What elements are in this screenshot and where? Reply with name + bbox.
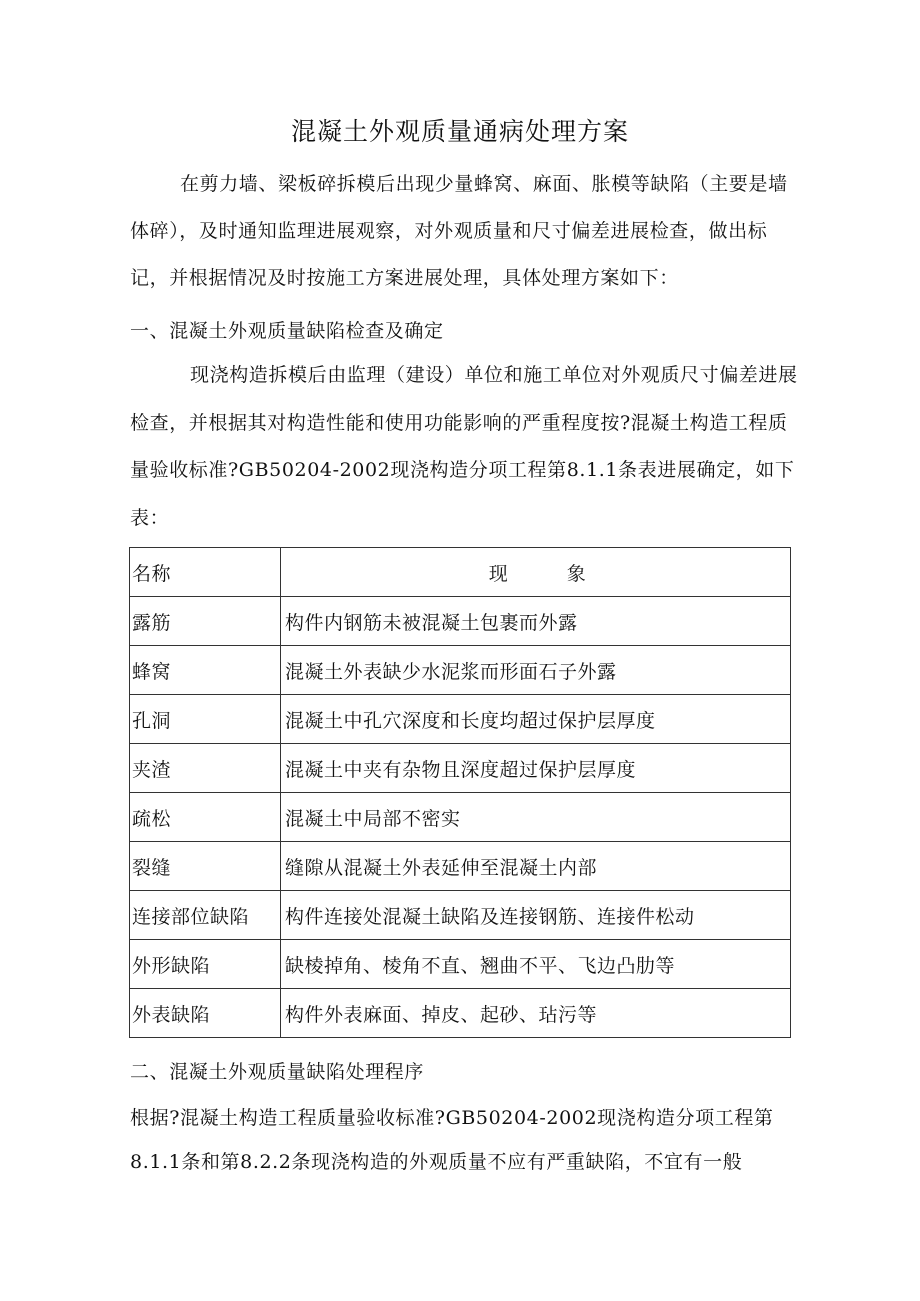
defect-phenomenon-cell: 构件连接处混凝土缺陷及连接钢筋、连接件松动 — [281, 891, 791, 940]
section-2-paragraph: 根据?混凝土构造工程质量验收标准?GB50204-2002现浇构造分项工程第8.1.1条和第8.2.2条现浇构造的外观质量不应有严重缺陷，不宜有一般 — [130, 1107, 774, 1173]
intro-paragraph: 在剪力墙、梁板碎拆模后出现少量蜂窝、麻面、胀模等缺陷（主要是墙体碎），及时通知监理进展观察，对外观质量和尺寸偏差进展检查，做出标记，并根据情况及时按施工方案进展处理，具体处理方案如下： — [130, 173, 788, 289]
section-1-paragraph: 现浇构造拆模后由监理（建设）单位和施工单位对外观质尺寸偏差进展检查，并根据其对构造性能和使用功能影响的严重程度按?混凝土构造工程质量验收标准?GB50204-2002现浇构造分项工程第8.1.1条表进展确定，如下表： — [130, 364, 798, 529]
table-row — [130, 989, 791, 1038]
header-name-cell: 名称 — [130, 548, 281, 597]
defect-phenomenon-cell: 缝隙从混凝土外表延伸至混凝土内部 — [281, 842, 791, 891]
table-row — [130, 940, 791, 989]
table-row — [130, 744, 791, 793]
defect-phenomenon-cell: 混凝土外表缺少水泥浆而形面石子外露 — [281, 646, 791, 695]
defect-name-cell: 露筋 — [130, 597, 281, 646]
defect-name-cell: 夹渣 — [130, 744, 281, 793]
defect-name-cell: 外表缺陷 — [130, 989, 281, 1038]
table-row — [130, 891, 791, 940]
table-row — [130, 695, 791, 744]
defect-phenomenon-cell: 构件外表麻面、掉皮、起砂、玷污等 — [281, 989, 791, 1038]
table-row — [130, 793, 791, 842]
defect-phenomenon-cell: 缺棱掉角、棱角不直、翘曲不平、飞边凸肋等 — [281, 940, 791, 989]
table-row — [130, 842, 791, 891]
defect-phenomenon-cell: 混凝土中夹有杂物且深度超过保护层厚度 — [281, 744, 791, 793]
defect-name-cell: 连接部位缺陷 — [130, 891, 281, 940]
section-2-heading: 二、混凝土外观质量缺陷处理程序 — [130, 1061, 425, 1083]
document-title: 混凝土外观质量通病处理方案 — [290, 117, 629, 146]
defect-table — [129, 547, 791, 1038]
defect-phenomenon-cell: 混凝土中孔穴深度和长度均超过保护层厚度 — [281, 695, 791, 744]
defect-name-cell: 疏松 — [130, 793, 281, 842]
table-row — [130, 646, 791, 695]
defect-name-cell: 裂缝 — [130, 842, 281, 891]
defect-name-cell: 外形缺陷 — [130, 940, 281, 989]
section-1-heading: 一、混凝土外观质量缺陷检查及确定 — [130, 320, 444, 342]
table-header-row — [130, 548, 791, 597]
defect-name-cell: 孔洞 — [130, 695, 281, 744]
defect-phenomenon-cell: 混凝土中局部不密实 — [281, 793, 791, 842]
defect-name-cell: 蜂窝 — [130, 646, 281, 695]
header-phenomenon-cell: 现 象 — [281, 548, 791, 597]
table-row — [130, 597, 791, 646]
defect-phenomenon-cell: 构件内钢筋未被混凝土包裹而外露 — [281, 597, 791, 646]
